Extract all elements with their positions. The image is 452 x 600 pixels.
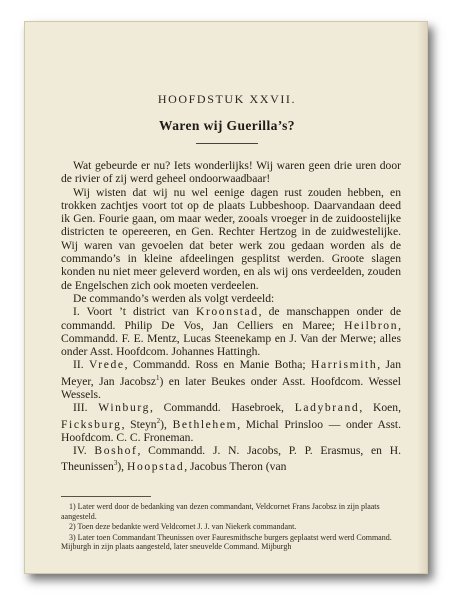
body-text [61, 150, 401, 473]
paragraph [61, 358, 401, 401]
paragraph [61, 305, 401, 358]
text-run: , Jan Meyer, Jan Jacobsz [61, 358, 401, 388]
spaced-place-name: Winburg [98, 401, 150, 415]
paragraph [61, 159, 401, 186]
text-run: , Commandd. Hasebroek, [150, 401, 295, 415]
spaced-place-name: Boshof [94, 443, 138, 457]
text-run: Wat gebeurde er nu? Iets wonderlijks! Wij waren geen drie uren door de rivier of zij werd geheel ondoorwaadbaar! [61, 159, 401, 186]
chapter-heading: HOOFDSTUK XXVII. [157, 92, 297, 106]
footnote-marker: 2 [156, 416, 161, 425]
spaced-place-name: Heilbron [344, 318, 399, 332]
spaced-place-name: Hoopstad [126, 460, 185, 474]
text-run: III. [73, 401, 99, 415]
text-run: I. Voort ’t district van [73, 305, 196, 319]
spaced-place-name: Ficksburg [61, 417, 122, 431]
text-run: , Koen, [359, 401, 401, 415]
page-gutter-shade [417, 22, 428, 573]
spaced-place-name: Harrismith [311, 358, 378, 372]
text-run: , Commandd. Ross en Manie Botha; [124, 358, 311, 372]
text-run: II. [73, 358, 90, 372]
paragraph [61, 401, 401, 444]
footnote: 2) Toen deze bedankte werd Veldcornet J. J. van Niekerk commandant. [69, 522, 297, 532]
text-run: ), [117, 460, 127, 474]
spaced-place-name: Kroonstad [195, 305, 259, 319]
footnote: 3) Later toen Commandant Theunissen over Fauresmithsche burgers geplaatst werd werd Command. Mijburgh in zijn plaats aangesteld, later sneuvelde Command. Mijburgh [61, 532, 392, 552]
text-run: De commando’s werden als volgt verdeeld: [73, 291, 275, 305]
footnote: 1) Later werd door de bedanking van dezen commandant, Veldcornet Frans Jacobsz in zijn plaats aangesteld. [61, 502, 380, 521]
paragraph [61, 186, 401, 292]
text-run: , Steyn [121, 417, 157, 431]
text-run: ) en later Beukes onder Asst. Hoofdcom. Wessel Wessels. [61, 374, 402, 401]
title-rule [196, 143, 258, 144]
footnote-marker: 3 [113, 459, 118, 468]
spaced-place-name: Ladybrand [294, 401, 360, 415]
text-run: , Commandd. F. E. Mentz, Lucas Steenekamp en J. Van der Merwe; alles onder Asst. Hoofdcom. Johannes Hattingh. [61, 318, 401, 359]
footnote-rule [61, 496, 151, 497]
text-run: ), [160, 417, 173, 431]
chapter-title: Waren wij Guerilla’s? [159, 118, 295, 133]
footnote-marker: 1 [156, 373, 160, 382]
text-run: , de manschappen onder de commandd. Philip De Vos, Jan Celliers en Maree; [61, 305, 401, 332]
paragraph [61, 444, 401, 473]
spaced-place-name: Vrede [89, 358, 125, 372]
text-run: IV. [73, 443, 95, 457]
footnotes [61, 502, 401, 553]
text-run: , Jacobus Theron (van [184, 460, 287, 474]
spaced-place-name: Bethlehem [172, 417, 238, 431]
text-run: , Commandd. J. N. Jacobs, P. P. Erasmus, en H. Theunissen [61, 443, 401, 474]
text-run: , Michal Prinsloo — onder Asst. Hoofdcom. C. C. Froneman. [61, 417, 401, 444]
paragraph [61, 292, 401, 305]
text-run: Wij wisten dat wij nu wel eenige dagen rust zouden hebben, en trokken zachtjes voort tot op de plaats Lubbeshoop. Daarvandaan deed ik Gen. Fourie gaan, om maar weder, zooals vroeger in de zuidoostelijke districten te opereeren, en Gen. Rechter Hertzog in de zuidwestelijke. Wij waren van gevoelen dat beter werk zou gedaan worden als de commando’s in kleine afdeelingen gesplitst werden. Groote slagen konden nu niet meer geleverd worden, en als wij ons verdeelden, zouden de Engelschen zich ook moeten verdeelen. [61, 185, 401, 292]
book-page [24, 21, 428, 574]
